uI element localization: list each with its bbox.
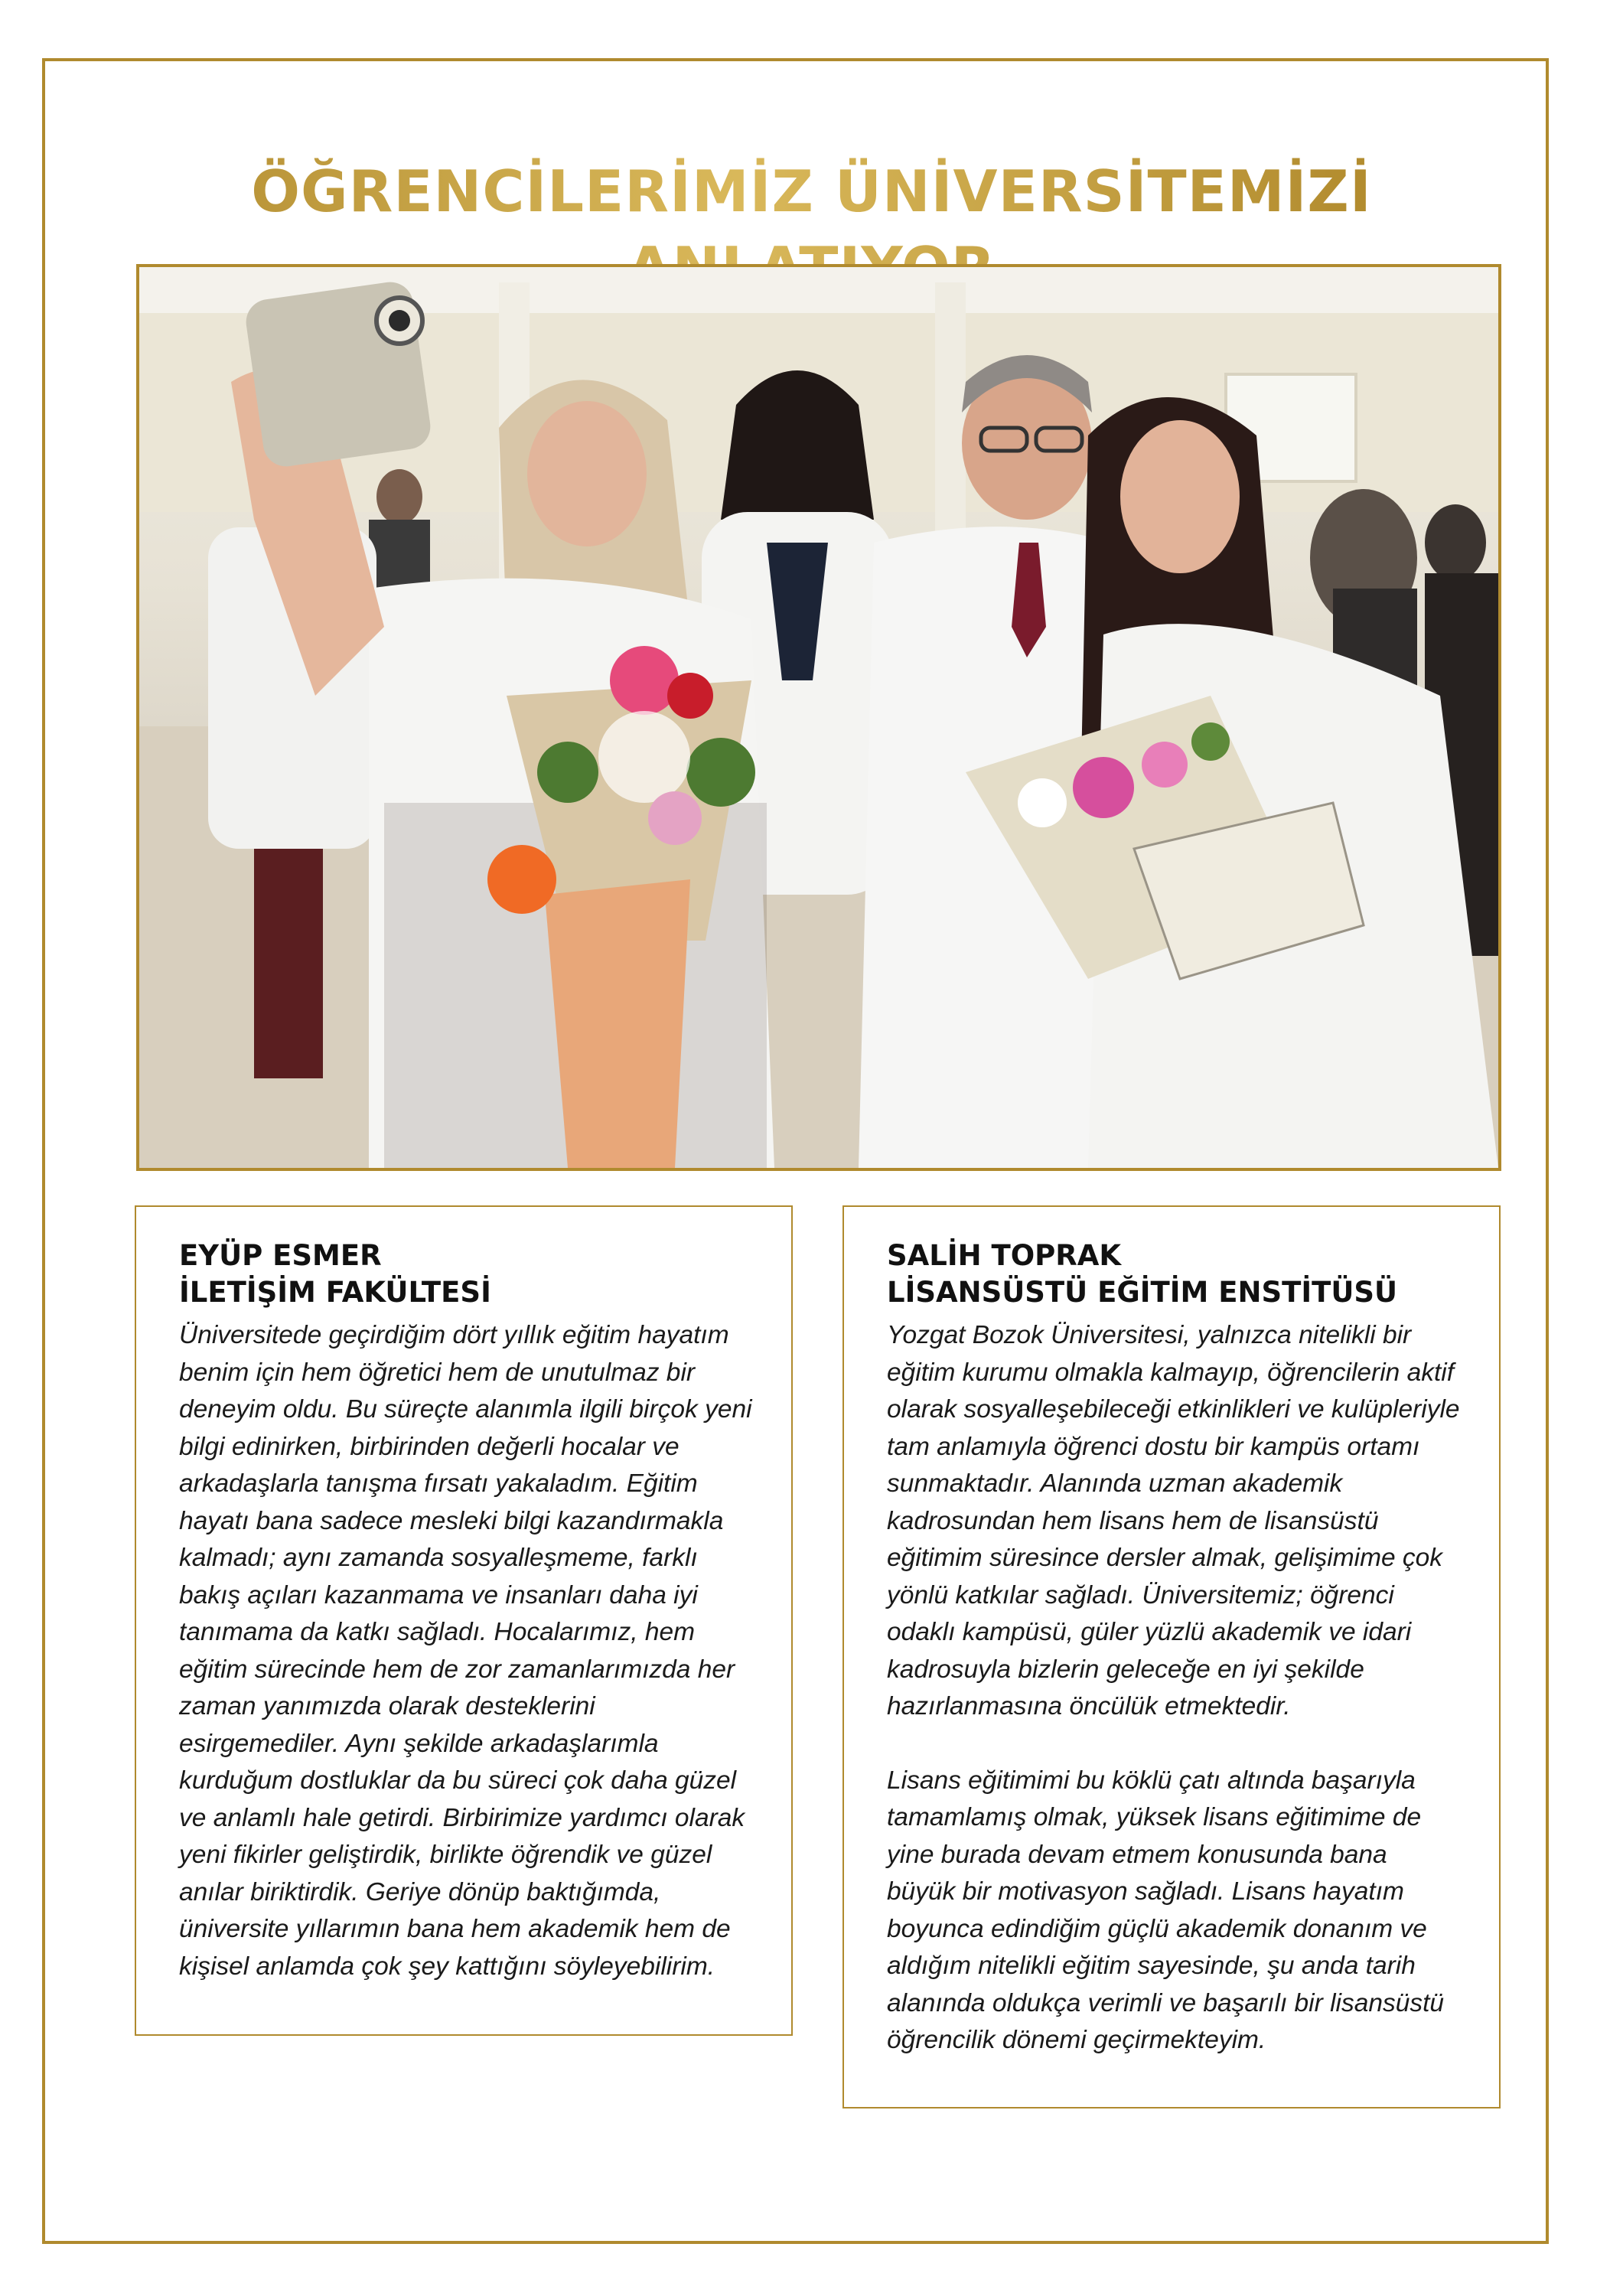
student-name: SALİH TOPRAK [887, 1239, 1122, 1272]
testimonial-text [887, 1317, 1461, 2060]
testimonial-paragraph: Üniversitede geçirdiğim dört yıllık eğitim hayatım benim için hem öğretici hem de unutulmaz bir deneyim oldu. Bu süreçte alanımla ilgili birçok yeni bilgi edinirken, birbirinden değerli hocalar ve arkadaşlarla tanışma fırsatı yakaladım. Eğitim hayatı bana sadece mesleki bilgi kazandırmakla kalmadı; aynı zamanda sosyalleşmeme, farklı bakış açıları kazanmama ve insanları daha iyi tanımama da katkı sağladı. Hocalarımız, hem eğitim sürecinde hem de zor zamanlarımızda her zaman yanımızda olarak desteklerini esirgemediler. Aynı şekilde arkadaşlarımla kurduğum dostluklar da bu süreci çok daha güzel ve anlamlı hale getirdi. Birbirimize yardımcı olarak yeni fikirler geliştirdik, birlikte öğrendik ve güzel anılar biriktirdik. Geriye dönüp baktığımda, üniversite yıllarımın bana hem akademik hem de kişisel anlamda çok şey kattığını söyleyebilirim. [179, 1321, 752, 1981]
student-name: EYÜP ESMER [179, 1239, 382, 1272]
testimonial-paragraph: Lisans eğitimimi bu köklü çatı altında başarıyla tamamlamış olmak, yüksek lisans eğitimime de yine burada devam etmem konusunda bana büyük bir motivasyon sağladı. Lisans hayatım boyunca edindiğim güçlü akademik donanım ve aldığım nitelikli eğitim sayesinde, şu anda tarih alanında oldukça verimli ve başarılı bir lisansüstü öğrencilik dönemi geçirmekteyim. [887, 1766, 1445, 2054]
graduation-selfie-photo [136, 264, 1501, 1171]
testimonial-paragraph: Yozgat Bozok Üniversitesi, yalnızca nitelikli bir eğitim kurumu olmakla kalmayıp, öğrencilerin aktif olarak sosyalleşebileceği etkinlikleri ve kulüpleriyle tam anlamıyla öğrenci dostu bir kampüs ortamı sunmaktadır. Alanında uzman akademik kadrosundan hem lisans hem de lisansüstü eğitimim süresince dersler almak, gelişimime çok yönlü katkılar sağladı. Üniversitemiz; öğrenci odaklı kampüsü, güler yüzlü akademik ve idari kadrosuyla bizlerin geleceğe en iyi şekilde hazırlanmasına öncülük etmektedir. [887, 1321, 1460, 1720]
student-department: İLETİŞİM FAKÜLTESİ [179, 1276, 491, 1309]
testimonial-card-salih-toprak [842, 1205, 1501, 2108]
testimonial-card-eyup-esmer [135, 1205, 793, 2036]
testimonial-text [179, 1317, 753, 1985]
page-title: ÖĞRENCİLERİMİZ ÜNİVERSİTEMİZİ [77, 153, 1546, 306]
student-department: LİSANSÜSTÜ EĞİTİM ENSTİTÜSÜ [887, 1276, 1398, 1309]
